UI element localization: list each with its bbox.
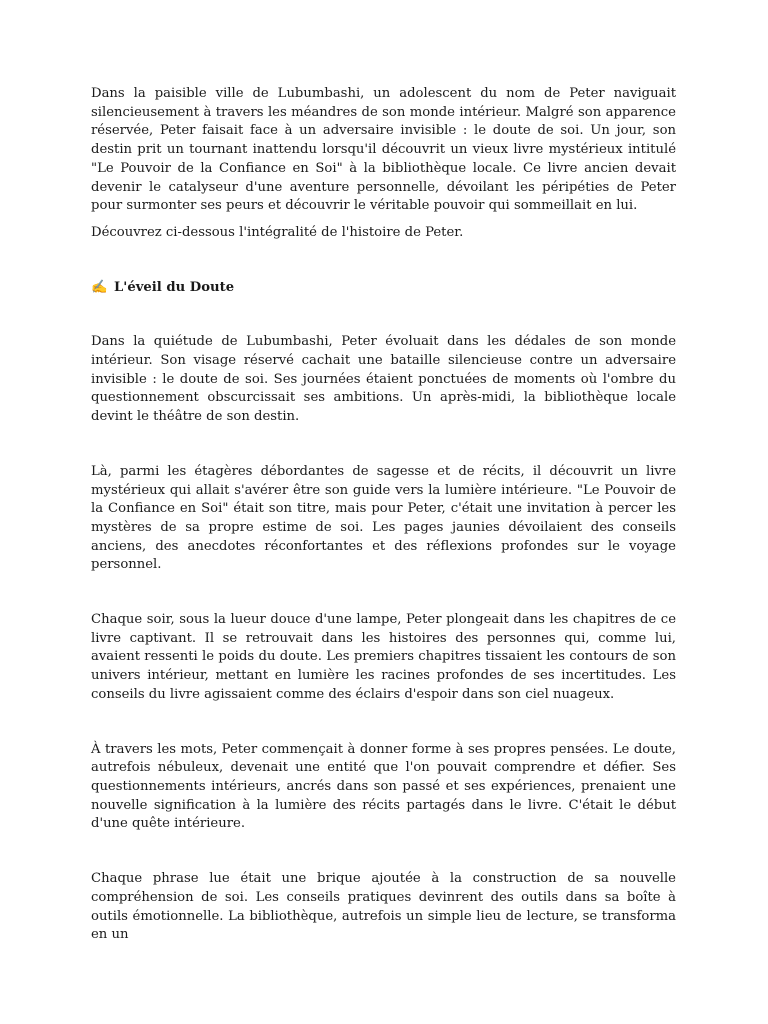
body-paragraph-4: À travers les mots, Peter commençait à donner forme à ses propres pensées. Le doute, autrefois nébuleux, devenait une entité que l'on pouvait comprendre et défier. Ses questionnements intérieurs, ancrés dans son passé et ses expériences, prenaient une nouvelle signification à la lumière des récits partagés dans le livre. C'était le début d'une quête intérieure. — [91, 741, 676, 832]
body-paragraph-3: Chaque soir, sous la lueur douce d'une lampe, Peter plongeait dans les chapitres de ce livre captivant. Il se retrouvait dans les histoires des personnes qui, comme lui, avaient ressenti le poids du doute. Les premiers chapitres tissaient les contours de son univers intérieur, mettant en lumière les racines profondes de ses incertitudes. Les conseils du livre agissaient comme des éclairs d'espoir dans son ciel nuageux. — [91, 612, 676, 702]
body-paragraph-5: Chaque phrase lue était une brique ajoutée à la construction de sa nouvelle compréhension de soi. Les conseils pratiques devinrent des outils dans sa boîte à outils émotionnelle. La bibliothèque, autrefois un simple lieu de lecture, se transforma en un — [91, 871, 676, 943]
writing-hand-icon: ✍ — [91, 279, 108, 295]
section-heading-text: L'éveil du Doute — [114, 279, 235, 295]
document-page — [91, 85, 676, 945]
spacer — [91, 297, 676, 333]
spacer — [91, 575, 676, 611]
body-paragraph-1: Dans la quiétude de Lubumbashi, Peter évoluait dans les dédales de son monde intérieur. Son visage réservé cachait une bataille silencieuse contre un adversaire invisible : le doute de soi. Ses journées étaient ponctuées de moments où l'ombre du questionnement obscurcissait ses ambitions. Un après-midi, la bibliothèque locale devint le théâtre de son destin. — [91, 334, 676, 425]
spacer — [91, 216, 676, 224]
intro-paragraph-1: Dans la paisible ville de Lubumbashi, un adolescent du nom de Peter naviguait silencieusement à travers les méandres de son monde intérieur. Malgré son apparence réservée, Peter faisait face à un adversaire invisible : le doute de soi. Un jour, son destin prit un tournant inattendu lorsqu'il découvrit un vieux livre mystérieux intitulé "Le Pouvoir de la Confiance en Soi" à la bibliothèque locale. Ce livre ancien devait devenir le catalyseur d'une aventure personnelle, dévoilant les péripéties de Peter pour surmonter ses peurs et découvrir le véritable pouvoir qui sommeillait en lui. — [91, 86, 676, 214]
section-heading — [91, 279, 676, 298]
spacer — [91, 705, 676, 741]
intro-paragraph-2: Découvrez ci-dessous l'intégralité de l'histoire de Peter. — [91, 224, 464, 240]
spacer — [91, 427, 676, 463]
body-paragraph-2: Là, parmi les étagères débordantes de sagesse et de récits, il découvrit un livre mystérieux qui allait s'avérer être son guide vers la lumière intérieure. "Le Pouvoir de la Confiance en Soi" était son titre, mais pour Peter, c'était une invitation à percer les mystères de sa propre estime de soi. Les pages jaunies dévoilaient des conseils anciens, des anecdotes réconfortantes et des réflexions profondes sur le voyage personnel. — [91, 463, 676, 573]
spacer — [91, 243, 676, 279]
spacer — [91, 834, 676, 870]
